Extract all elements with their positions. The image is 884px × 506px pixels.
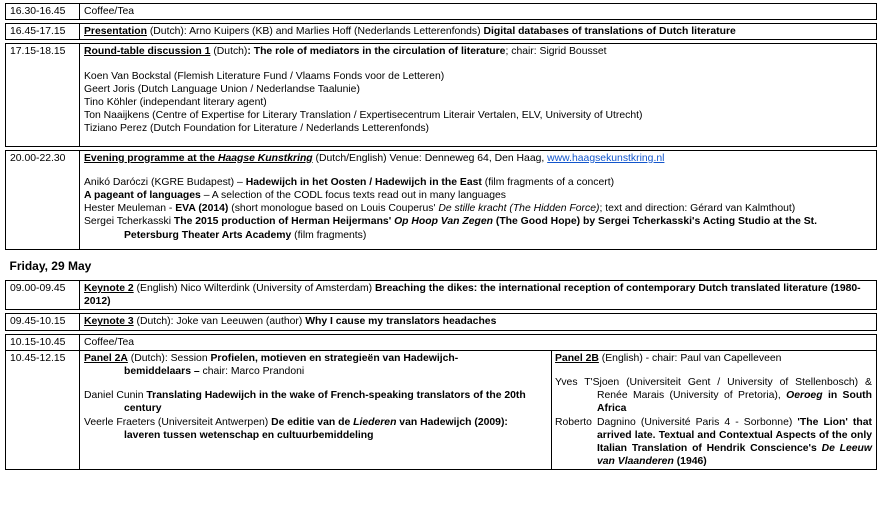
programme-table (5, 3, 877, 470)
table-row (6, 44, 877, 146)
venue-link[interactable]: www.haagsekunstkring.nl (547, 152, 665, 164)
participant: Geert Joris (Dutch Language Union / Nederlandse Taalunie) (84, 83, 360, 95)
session-cell: Coffee/Tea (80, 334, 877, 350)
table-row (6, 314, 877, 330)
session-cell: Keynote 3 (Dutch): Joke van Leeuwen (author) Why I cause my translators headaches (80, 314, 877, 330)
panel-2b: Panel 2B (English) - chair: Paul van Capelleveen Yves T'Sjoen (Universiteit Gent / University of Stellenbosch) & Renée Marais (University of Pretoria), Oeroeg in South Africa Roberto Dagnino (Université Paris 4 - Sorbonne) 'The Lion' that arrived late. Textual and Contextual Aspects of the only Italian Translation of Hendrik Conscience's De Leeuw van Vlaanderen (1946) (555, 352, 872, 468)
table-row (6, 350, 877, 470)
time-cell: 09.00-09.45 (6, 281, 80, 310)
table-row (6, 334, 877, 350)
session-cell (80, 350, 877, 470)
panel-2a: Panel 2A (Dutch): Session Profielen, motieven en strategieën van Hadewijch-bemiddelaars – chair: Marco Prandoni Daniel Cunin Translating Hadewijch in the wake of French-speaking translators of the 20th century Veerle Fraeters (Universiteit Antwerpen) De editie van de Liederen van Hadewijch (2009): laveren tussen wetenschap en cultuurbemiddeling (80, 351, 552, 470)
time-cell: 20.00-22.30 (6, 150, 80, 249)
participant: Koen Van Bockstal (Flemish Literature Fund / Vlaams Fonds voor de Letteren) (84, 70, 445, 82)
participant: Tino Köhler (independant literary agent) (84, 97, 267, 109)
table-row (6, 4, 877, 20)
session-cell: Presentation (Dutch): Arno Kuipers (KB) and Marlies Hoff (Nederlands Letterenfonds) Digital databases of translations of Dutch literature (80, 24, 877, 40)
table-row (6, 24, 877, 40)
session-cell: Evening programme at the Haagse Kunstkring (Dutch/English) Venue: Denneweg 64, Den Haag, www.haagsekunstkring.nl Anikó Daróczi (KGRE Budapest) – Hadewijch in het Oosten / Hadewijch in the East (film fragments of a concert) A pageant of languages – A selection of the CODL focus texts read out in many languages Hester Meuleman - EVA (2014) (short monologue based on Louis Couperus' De stille kracht (The Hidden Force); text and direction: Gérard van Kalmthout) Sergei Tcherkasski The 2015 production of Herman Heijermans' Op Hoop Van Zegen (The Good Hope) by Sergei Tcherkasski's Acting Studio at the St. Petersburg Theater Arts Academy (film fragments) (80, 150, 877, 249)
session-cell: Coffee/Tea (80, 4, 877, 20)
time-cell: 10.45-12.15 (6, 350, 80, 470)
participant: Tiziano Perez (Dutch Foundation for Literature / Nederlands Letterenfonds) (84, 123, 430, 135)
session-cell: Round-table discussion 1 (Dutch): The role of mediators in the circulation of literature; chair: Sigrid Bousset Koen Van Bockstal (Flemish Literature Fund / Vlaams Fonds voor de Letteren) Geert Joris (Dutch Language Union / Nederlandse Taalunie) Tino Köhler (independant literary agent) Ton Naaijkens (Centre of Expertise for Literary Translation / Expertisecentrum Literair Vertalen, ELV, University of Utrecht) Tiziano Perez (Dutch Foundation for Literature / Nederlands Letterenfonds) (80, 44, 877, 146)
participant: Ton Naaijkens (Centre of Expertise for Literary Translation / Expertisecentrum Literair Vertalen, ELV, University of Utrecht) (84, 110, 643, 122)
time-cell: 09.45-10.15 (6, 314, 80, 330)
table-row (6, 281, 877, 310)
day-heading: Friday, 29 May (9, 258, 92, 273)
time-cell: 16.30-16.45 (6, 4, 80, 20)
table-row (6, 150, 877, 249)
time-cell: 10.15-10.45 (6, 334, 80, 350)
time-cell: 17.15-18.15 (6, 44, 80, 146)
session-cell: Keynote 2 (English) Nico Wilterdink (University of Amsterdam) Breaching the dikes: the international reception of contemporary Dutch translated literature (1980-2012) (80, 281, 877, 310)
time-cell: 16.45-17.15 (6, 24, 80, 40)
